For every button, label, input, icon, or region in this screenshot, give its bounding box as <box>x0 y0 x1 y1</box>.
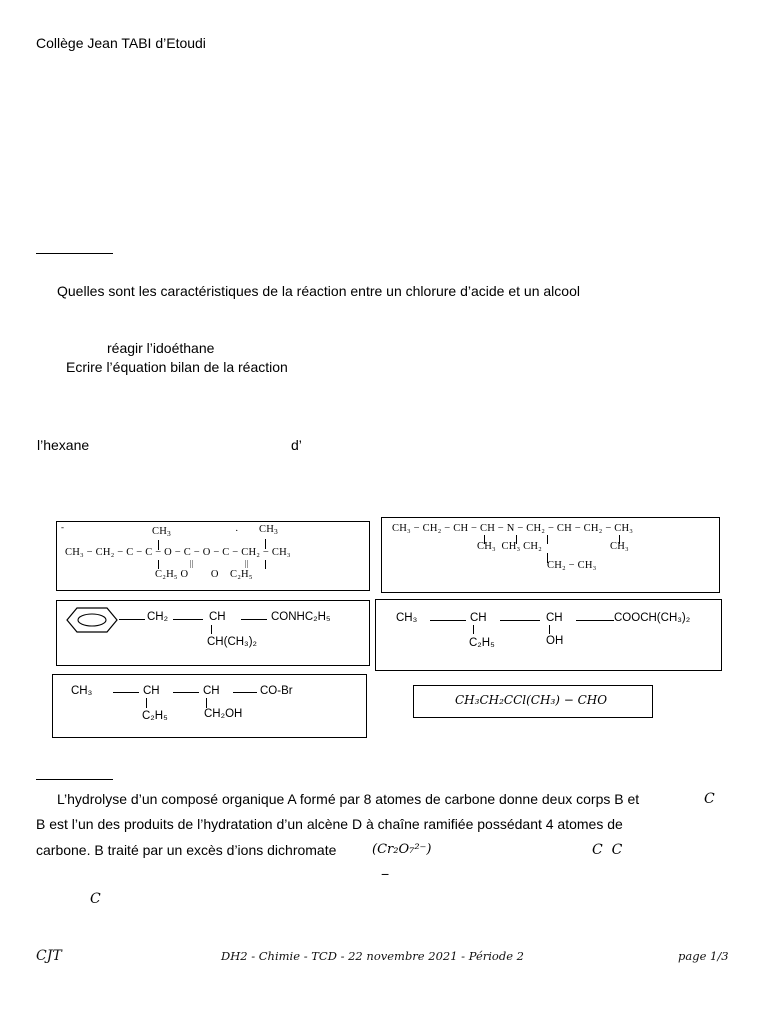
tick-mark: - <box>61 522 65 532</box>
double-bond-mark: || <box>245 559 249 568</box>
structure-5-ch3: CH₃ <box>71 685 93 697</box>
question-2-line2: Ecrire l’équation bilan de la réaction <box>66 359 288 375</box>
structure-5-ethyl: C₂H₅ <box>142 710 168 722</box>
bond-line <box>158 560 159 569</box>
structure-4-ch-a: CH <box>470 612 487 624</box>
structure-4-ch-b: CH <box>546 612 563 624</box>
structure-4-hydroxyl: OH <box>546 635 564 647</box>
structure-3-branch: CH(CH₃)₂ <box>207 636 258 648</box>
structure-1-bottom: C₂H₅ O O C₂H₅ <box>155 569 253 580</box>
question-3-left: l’hexane <box>37 437 90 453</box>
bond-line <box>576 620 614 621</box>
bond-line <box>430 620 466 621</box>
question-4-line1-end: C <box>704 791 715 807</box>
footer-center: DH2 - Chimie - TCD - 22 novembre 2021 - Période 2 <box>221 949 524 963</box>
question-1: Quelles sont les caractéristiques de la réaction entre un chlorure d’acide et un alcool <box>57 283 580 299</box>
bond-line <box>233 692 257 693</box>
question-4-cc: C C <box>592 842 623 858</box>
footer-left: CJT <box>36 948 62 964</box>
question-4-line2: B est l’un des produits de l’hydratation d’un alcène D à chaîne ramifiée possédant 4 atomes de <box>36 816 623 832</box>
structure-4-ester: COOCH(CH₃)₂ <box>614 612 691 624</box>
question-3-right: d’ <box>291 437 302 453</box>
structure-6-formula: CH₃CH₂CCl(CH₃) − CHO <box>455 693 608 707</box>
structure-5-acyl-bromide: CO-Br <box>260 685 293 697</box>
structure-box-6 <box>413 685 653 718</box>
bond-line <box>500 620 540 621</box>
question-4-c: C <box>90 891 101 907</box>
structure-2-substituent-3: CH₂ − CH₃ <box>547 560 597 571</box>
question-2-line1: réagir l’idoéthane <box>107 340 215 356</box>
bond-line <box>173 692 199 693</box>
question-4-dash: − <box>381 866 390 882</box>
methyl-label-2: $CH_3$ <box>259 524 278 536</box>
section-rule <box>36 779 113 780</box>
bond-line <box>113 692 139 693</box>
footer-page-number: page 1/3 <box>678 949 729 963</box>
methyl-label-1: $CH_3$ <box>152 526 171 538</box>
bond-line <box>241 619 267 620</box>
structure-3-ch2: CH₂ <box>147 611 169 623</box>
structure-4-ch3: CH₃ <box>396 612 418 624</box>
double-bond-mark: || <box>190 559 194 568</box>
bond-line <box>173 619 203 620</box>
structure-2-substituents: CH₃ CH₃ CH₂ <box>477 541 543 552</box>
benzene-ring-icon <box>65 606 119 634</box>
structure-box-2 <box>381 517 720 593</box>
structure-5-ch-a: CH <box>143 685 160 697</box>
structure-box-4 <box>375 599 722 671</box>
structure-3-amide: CONHC₂H₅ <box>271 611 331 623</box>
structure-1-main-chain: CH₃ − CH₂ − C − C − O − C − O − C − CH₂ − CH₃ <box>65 547 291 558</box>
bond-line <box>211 625 212 634</box>
bond-line <box>206 698 207 708</box>
bond-line <box>549 625 550 634</box>
dichromate-ion: (Cr₂O₇²⁻) <box>372 842 432 857</box>
structure-box-5 <box>52 674 367 738</box>
bond-line <box>547 535 548 544</box>
bond-line <box>146 698 147 708</box>
bond-line <box>265 560 266 569</box>
question-4-line3: carbone. B traité par un excès d’ions dichromate <box>36 842 337 858</box>
section-rule <box>36 253 113 254</box>
structure-5-hydroxymethyl: CH₂OH <box>204 708 243 720</box>
question-4-line1: L’hydrolyse d’un composé organique A formé par 8 atomes de carbone donne deux corps B et <box>57 791 640 807</box>
structure-box-3 <box>56 600 370 666</box>
structure-box-1 <box>56 521 370 591</box>
school-name: Collège Jean TABI d’Etoudi <box>36 35 206 51</box>
structure-4-ethyl: C₂H₅ <box>469 637 495 649</box>
bond-line <box>119 619 145 620</box>
structure-5-ch-b: CH <box>203 685 220 697</box>
structure-3-ch: CH <box>209 611 226 623</box>
structure-2-substituent-2: CH₃ <box>610 541 629 552</box>
bond-line <box>473 625 474 634</box>
dot-mark: · <box>235 526 239 537</box>
structure-2-main-chain: CH₃ − CH₂ − CH − CH − N − CH₂ − CH − CH₂ − CH₃ <box>392 523 634 534</box>
